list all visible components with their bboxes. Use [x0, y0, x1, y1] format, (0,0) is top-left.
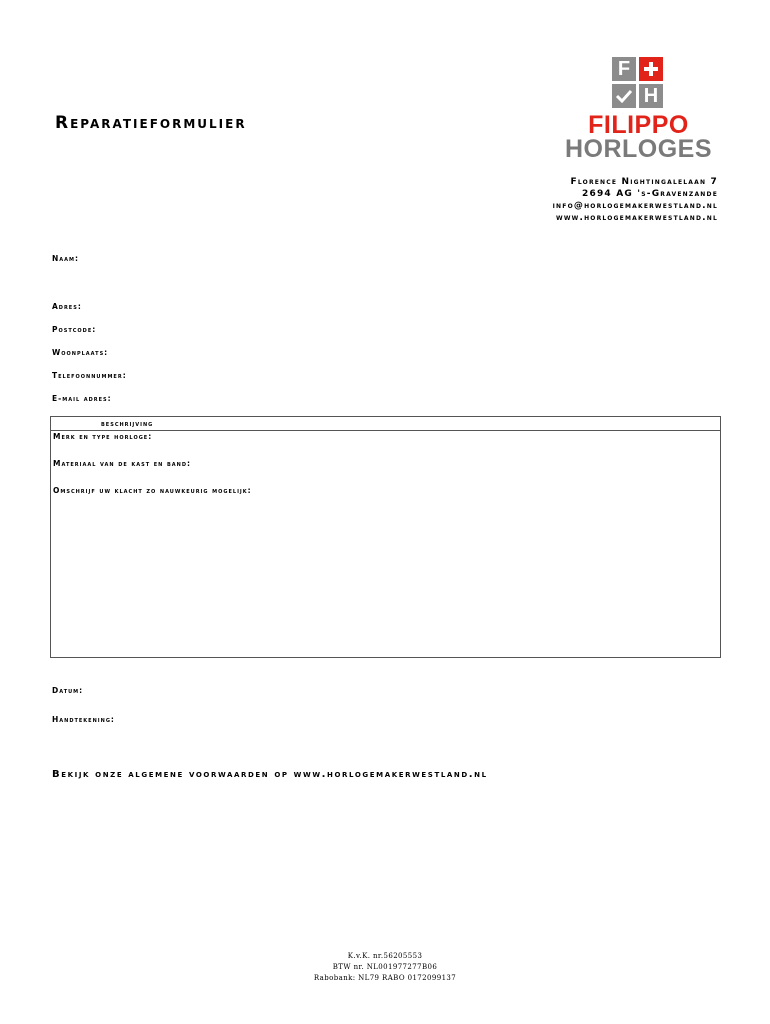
- field-naam-label: Naam:: [52, 254, 79, 263]
- field-telefoon-label: Telefoonnummer:: [52, 371, 127, 380]
- terms-notice: Bekijk onze algemene voorwaarden op www.horlogemakerwestland.nl: [52, 769, 488, 780]
- material-label: Materiaal van de kast en band:: [53, 459, 191, 468]
- address-email[interactable]: info@horlogemakerwestland.nl: [552, 201, 718, 211]
- form-title: Reparatieformulier: [55, 113, 247, 133]
- footer-btw: BTW nr. NL001977277B06: [332, 963, 438, 971]
- logo-mark: [612, 57, 665, 110]
- field-woonplaats-label: Woonplaats:: [52, 348, 109, 357]
- description-box: [50, 416, 721, 658]
- footer-kvk: K.v.K. nr.56205553: [347, 952, 423, 960]
- logo-f-square: [612, 57, 636, 81]
- brand-type-label: Merk en type horloge:: [53, 432, 153, 441]
- description-box-header: [51, 417, 720, 431]
- footer-bank: Rabobank: NL79 RABO 0172099137: [313, 974, 457, 982]
- logo-letter-f: F: [617, 58, 631, 80]
- logo-letter-h: H: [643, 85, 659, 107]
- signature-label: Handtekening:: [52, 715, 115, 724]
- field-email-label: E-mail adres:: [52, 394, 112, 403]
- logo-name-filippo: FILIPPO: [588, 111, 689, 139]
- address-website[interactable]: www.horlogemakerwestland.nl: [556, 213, 718, 223]
- logo-name-horloges: HORLOGES: [564, 135, 713, 163]
- complaint-label: Omschrijf uw klacht zo nauwkeurig mogelijk:: [53, 486, 252, 495]
- field-adres-label: Adres:: [52, 302, 82, 311]
- company-logo: [556, 57, 721, 167]
- checkmark-icon: [612, 84, 636, 108]
- address-city: 2694 AG 's-Gravenzande: [582, 189, 718, 199]
- field-postcode-label: Postcode:: [52, 325, 97, 334]
- swiss-cross-icon: [639, 57, 663, 81]
- address-street: Florence Nightingalelaan 7: [570, 177, 718, 187]
- description-header-text: beschrijving: [101, 419, 154, 428]
- logo-h-square: [639, 84, 663, 108]
- date-label: Datum:: [52, 686, 84, 695]
